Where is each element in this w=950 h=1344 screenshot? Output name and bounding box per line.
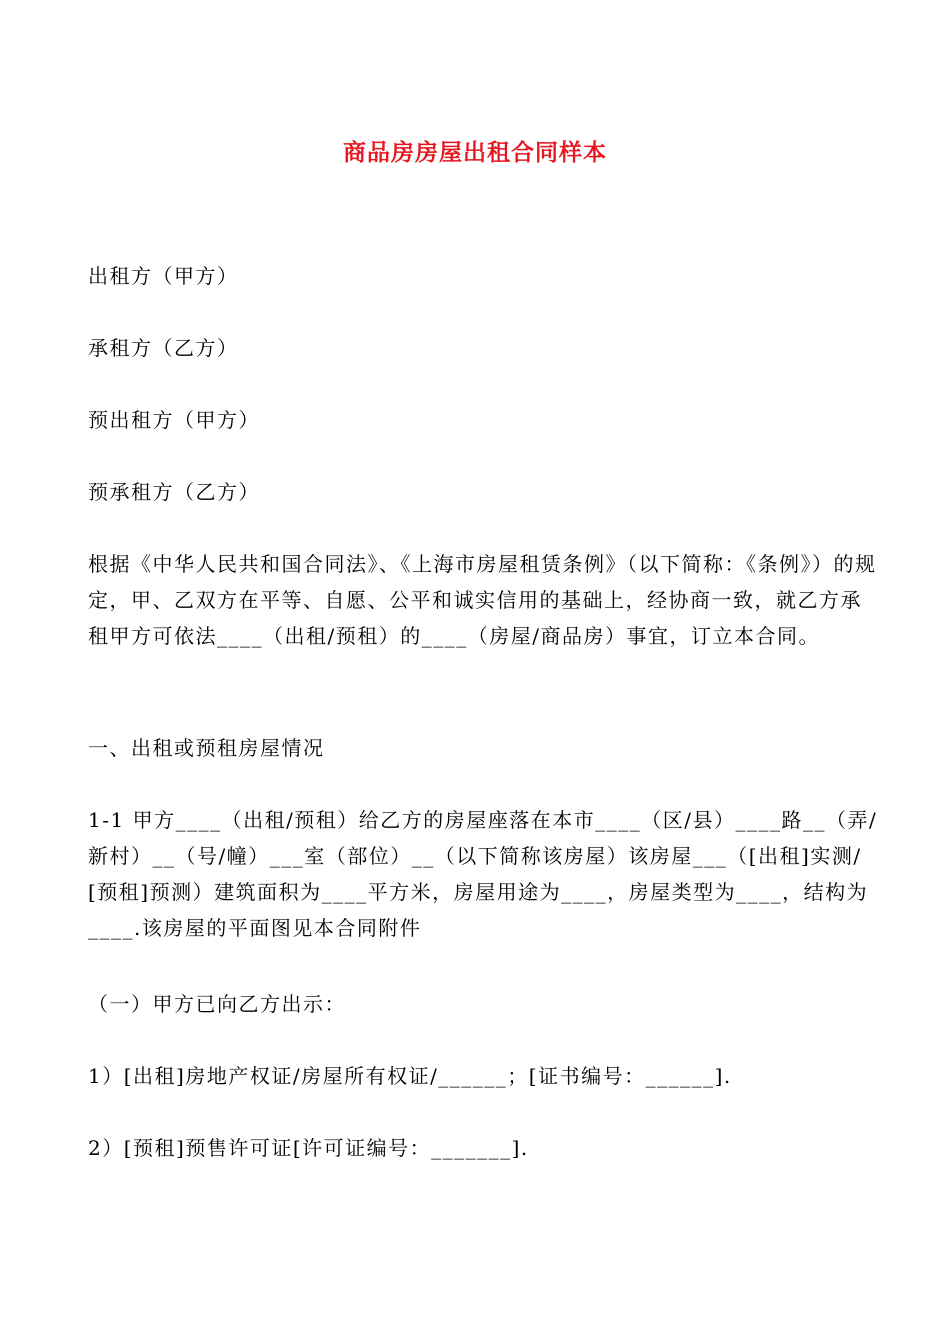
intro-paragraph: 根据《中华人民共和国合同法》、《上海市房屋租赁条例》（以下简称：《条例》）的规定，甲、乙双方在平等、自愿、公平和诚实信用的基础上，经协商一致，就乙方承租甲方可依法____（出租/预租）的____（房屋/商品房）事宜，订立本合同。	[88, 552, 877, 648]
clause-1-1: 1-1 甲方____（出租/预租）给乙方的房屋座落在本市____（区/县）____路__（弄/新村）__（号/幢）___室（部位）__（以下简称该房屋）该房屋___（[出租]实测/[预租]预测）建筑面积为____平方米，房屋用途为____，房屋类型为____，结构为____.该房屋的平面图见本合同附件	[88, 808, 878, 940]
party-lessee: 承租方（乙方）	[88, 336, 239, 360]
party-pre-lessee: 预承租方（乙方）	[88, 480, 260, 504]
list-item: 2）[预租]预售许可证[许可证编号：_______].	[88, 1136, 529, 1160]
section-heading: 一、出租或预租房屋情况	[88, 736, 325, 760]
list-item: 1）[出租]房地产权证/房屋所有权证/______；[证书编号：______].	[88, 1064, 732, 1088]
party-pre-lessor: 预出租方（甲方）	[88, 408, 260, 432]
subsection-heading: （一）甲方已向乙方出示：	[88, 992, 346, 1016]
document-title: 商品房房屋出租合同样本	[343, 140, 607, 166]
party-lessor: 出租方（甲方）	[88, 264, 239, 288]
